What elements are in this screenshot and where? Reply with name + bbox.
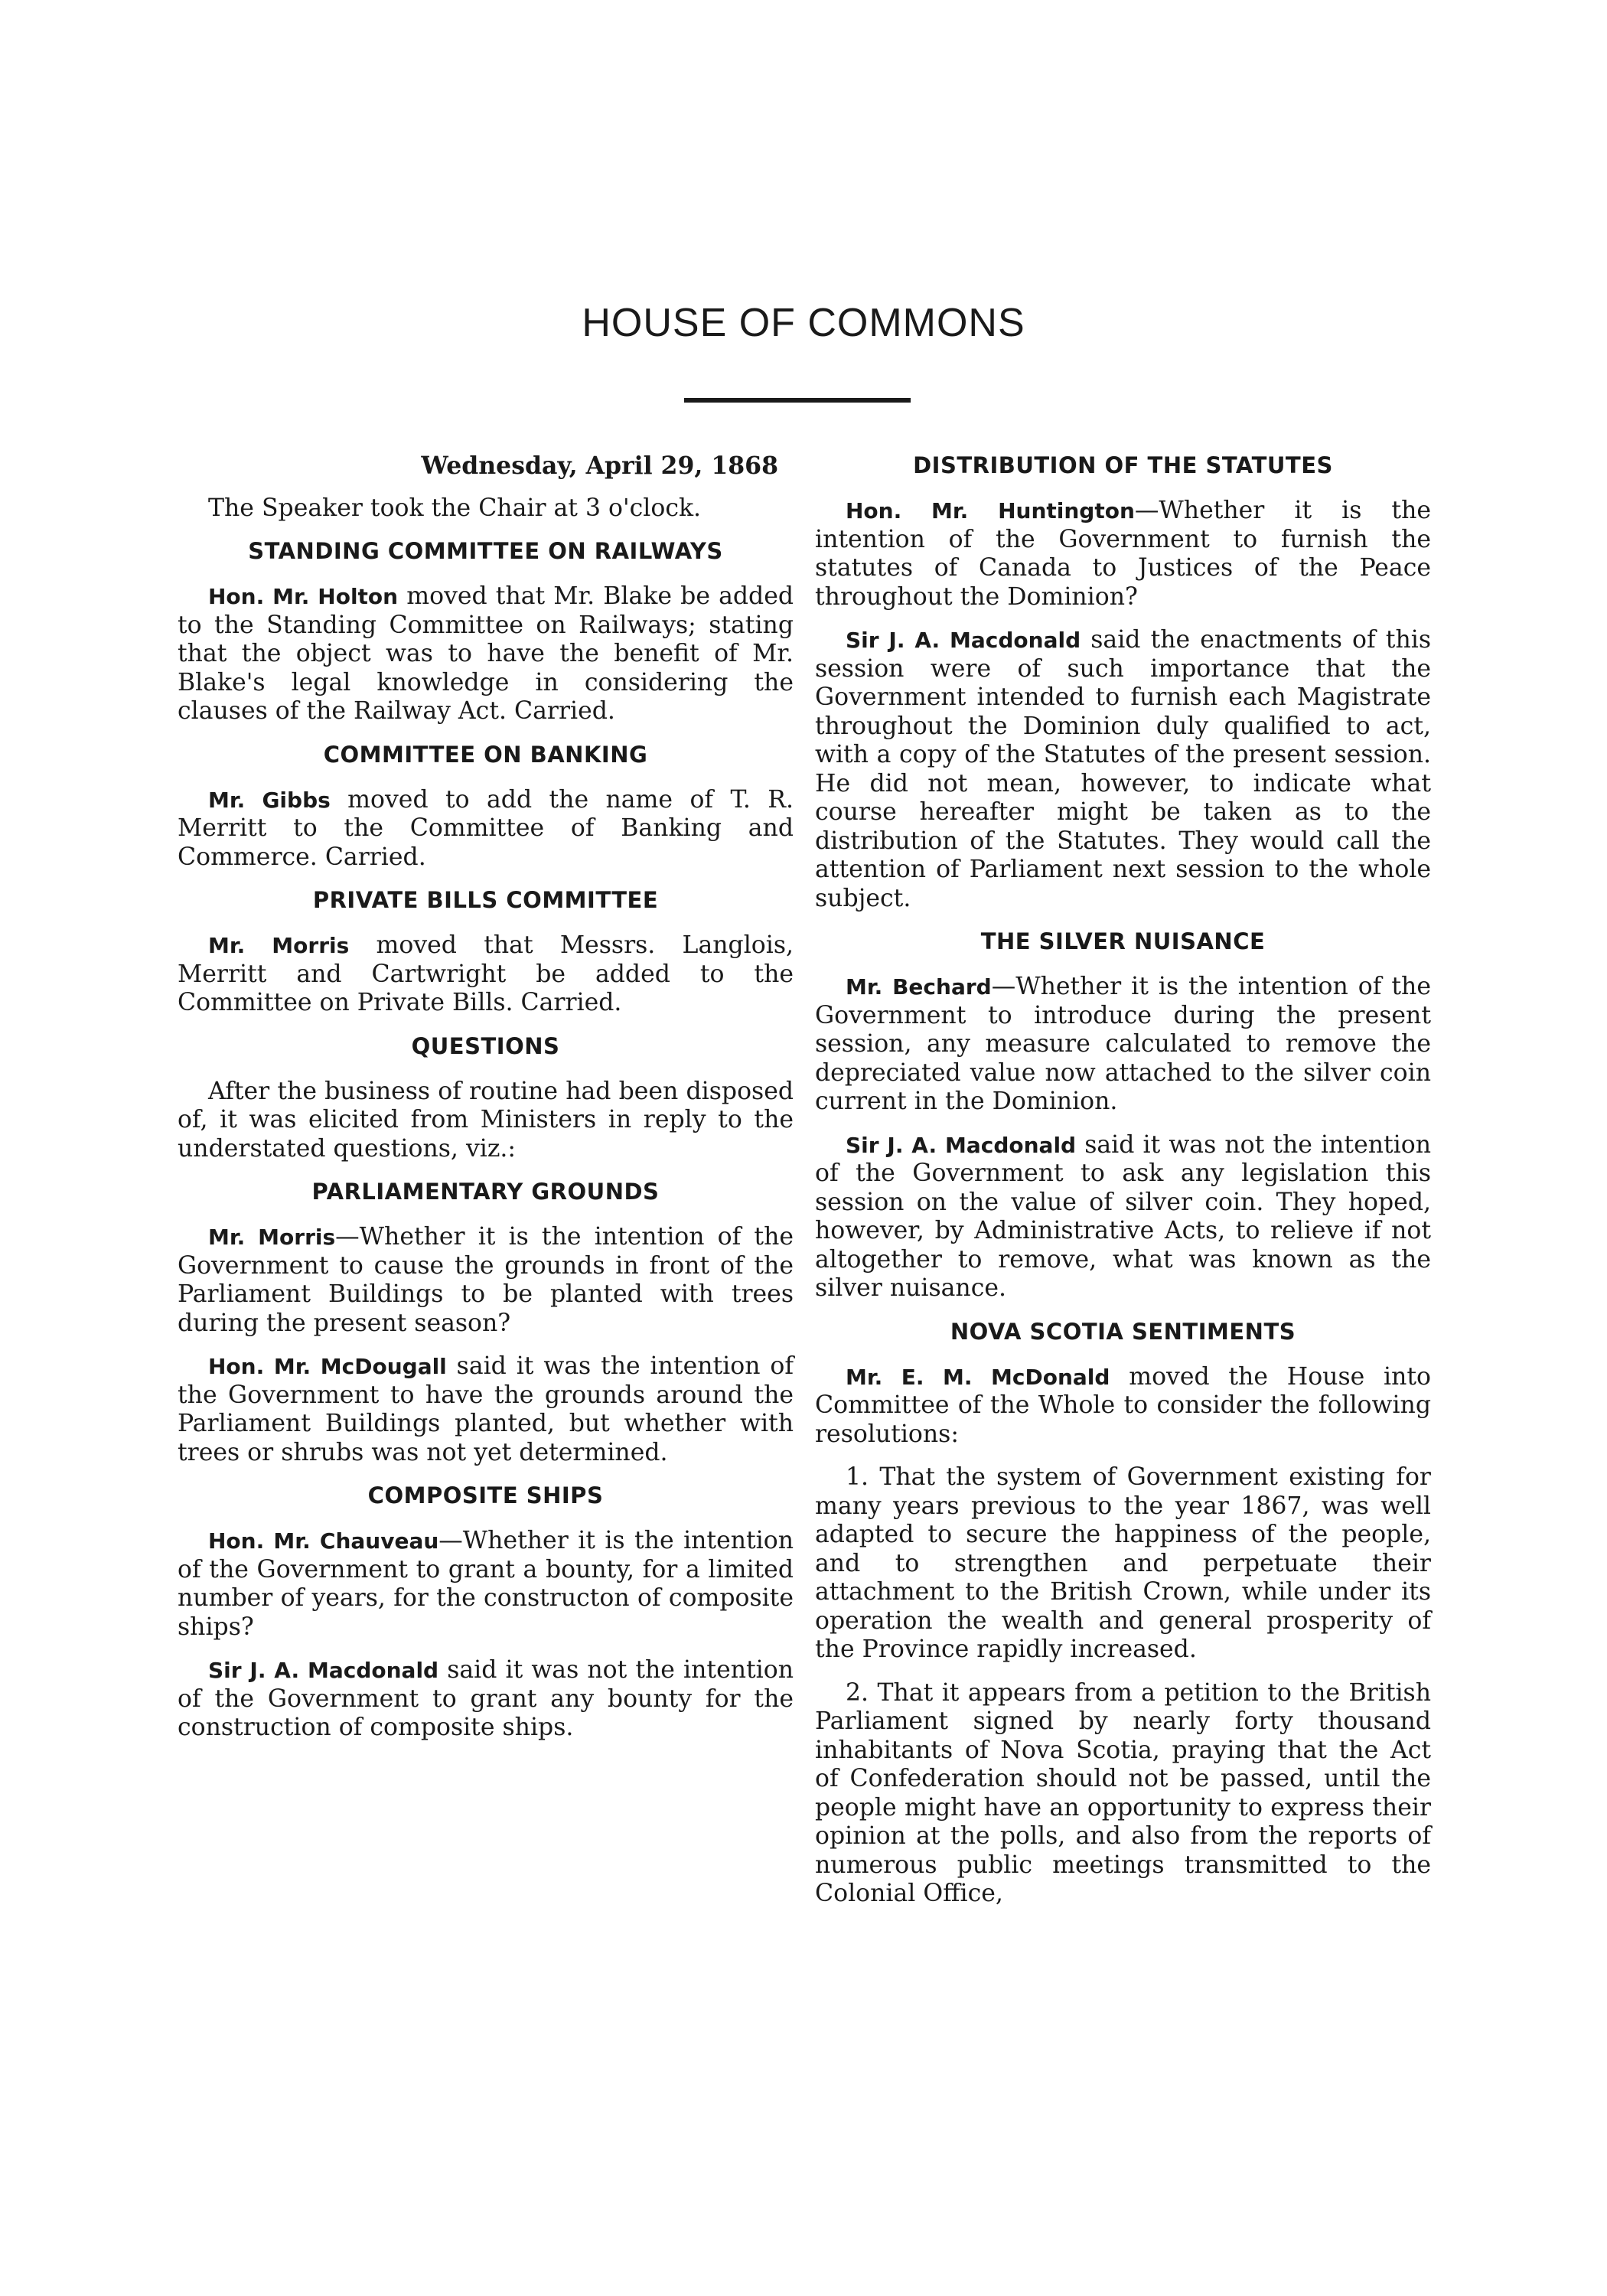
speaker-name: Hon. Mr. Holton	[208, 584, 399, 609]
page-title: HOUSE OF COMMONS	[582, 301, 1025, 345]
paragraph	[178, 1656, 794, 1743]
speaker-name: Mr. Morris	[208, 933, 350, 958]
paragraph	[815, 1463, 1431, 1665]
paragraph-text: said it was the intention of the Government to have the grounds around the Parliament Buildings planted, but whether with trees or shrubs was not yet determined.	[178, 1352, 794, 1466]
section-heading: COMPOSITE SHIPS	[367, 1482, 604, 1508]
speaker-name: Hon. Mr. McDougall	[208, 1354, 447, 1379]
paragraph	[178, 1223, 794, 1338]
section-heading: NOVA SCOTIA SENTIMENTS	[950, 1318, 1296, 1345]
paragraph-text: —Whether it is the intention of the Government to grant a bounty, for a limited number of years, for the constructon of composite ships?	[178, 1527, 794, 1641]
paragraph	[178, 1078, 794, 1164]
speaker-name: Mr. Bechard	[846, 974, 992, 1000]
section-heading: STANDING COMMITTEE ON RAILWAYS	[248, 538, 723, 564]
speaker-name: Mr. Gibbs	[208, 787, 331, 813]
paragraph	[178, 1527, 794, 1642]
paragraph-text: said the enactments of this session were of such importance that the Government intended to furnish each Magistrate throughout the Dominion duly qualified to act, with a copy of the Statutes of the present session. He did not mean, however, to indicate what course hereafter might be taken as to the distribution of the Statutes. They would call the attention of Parliament next session to the whole subject.	[815, 626, 1431, 912]
right-sections	[815, 452, 1431, 1909]
paragraph	[815, 1131, 1431, 1303]
paragraph	[178, 1352, 794, 1467]
speaker-name: Hon. Mr. Huntington	[846, 498, 1135, 523]
paragraph-text: —Whether it is the intention of the Government to cause the grounds in front of the Parliament Buildings to be planted with trees during the present season?	[178, 1223, 794, 1337]
paragraph-text: 1. That the system of Government existing for many years previous to the year 1867, was well adapted to secure the happiness of the people, and to strengthen and perpetuate their attachment to the British Crown, while under its operation the wealth and general prosperity of the Province rapidly increased.	[815, 1463, 1431, 1663]
section-heading: THE SILVER NUISANCE	[980, 928, 1266, 954]
section-heading: DISTRIBUTION OF THE STATUTES	[913, 452, 1333, 478]
opening-line: The Speaker took the Chair at 3 o'clock.	[208, 494, 702, 522]
paragraph	[178, 786, 794, 872]
paragraph-text: moved that Messrs. Langlois, Merritt and Cartwright be added to the Committee on Private Bills. Carried.	[178, 931, 794, 1016]
section-heading: COMMITTEE ON BANKING	[323, 741, 648, 768]
speaker-name: Mr. E. M. McDonald	[846, 1364, 1110, 1390]
paragraph-text: moved to add the name of T. R. Merritt to the Committee of Banking and Commerce. Carried.	[178, 785, 794, 871]
paragraph-text: —Whether it is the intention of the Government to furnish the statutes of Canada to Justices of the Peace throughout the Dominion?	[815, 497, 1431, 611]
dateline: Wednesday, April 29, 1868	[421, 452, 778, 480]
paragraph-text: 2. That it appears from a petition to the British Parliament signed by nearly forty thousand inhabitants of Nova Scotia, praying that the Act of Confederation should not be passed, until the people might have an opportunity to express their opinion at the polls, and also from the reports of numerous public meetings transmitted to the Colonial Office,	[815, 1678, 1431, 1907]
paragraph	[815, 1363, 1431, 1450]
speaker-name: Mr. Morris	[208, 1225, 336, 1250]
paragraph-text: After the business of routine had been disposed of, it was elicited from Ministers in reply to the understated questions, viz.:	[178, 1077, 794, 1163]
paragraph	[815, 973, 1431, 1117]
paragraph-text: moved the House into Committee of the Whole to consider the following resolutions:	[815, 1362, 1431, 1448]
section-heading: PRIVATE BILLS COMMITTEE	[312, 887, 659, 913]
speaker-name: Hon. Mr. Chauveau	[208, 1528, 439, 1554]
right-column	[815, 452, 1431, 1923]
paragraph-text: said it was not the intention of the Government to ask any legislation this session on the value of silver coin. They hoped, however, by Administrative Acts, to relieve if not altogether to remove, what was known as the silver nuisance.	[815, 1130, 1431, 1302]
section-heading: PARLIAMENTARY GROUNDS	[311, 1179, 660, 1205]
paragraph-text: —Whether it is the intention of the Government to introduce during the present session, any measure calculated to remove the depreciated value now attached to the silver coin current in the Dominion.	[815, 973, 1431, 1115]
speaker-name: Sir J. A. Macdonald	[846, 1132, 1077, 1158]
paragraph	[815, 626, 1431, 913]
left-column	[178, 452, 794, 1757]
section-heading: QUESTIONS	[411, 1032, 560, 1059]
paragraph	[178, 582, 794, 726]
paragraph	[815, 1679, 1431, 1909]
speaker-name: Sir J. A. Macdonald	[208, 1658, 439, 1683]
paragraph-text: moved that Mr. Blake be added to the Standing Committee on Railways; stating that the object was to have the benefit of Mr. Blake's legal knowledge in considering the clauses of the Railway Act. Carried.	[178, 582, 794, 725]
paragraph	[178, 931, 794, 1018]
title-rule	[684, 398, 911, 403]
speaker-name: Sir J. A. Macdonald	[846, 628, 1081, 653]
left-sections	[178, 537, 794, 1743]
paragraph	[815, 497, 1431, 612]
paragraph-text: said it was not the intention of the Government to grant any bounty for the construction of composite ships.	[178, 1656, 794, 1741]
